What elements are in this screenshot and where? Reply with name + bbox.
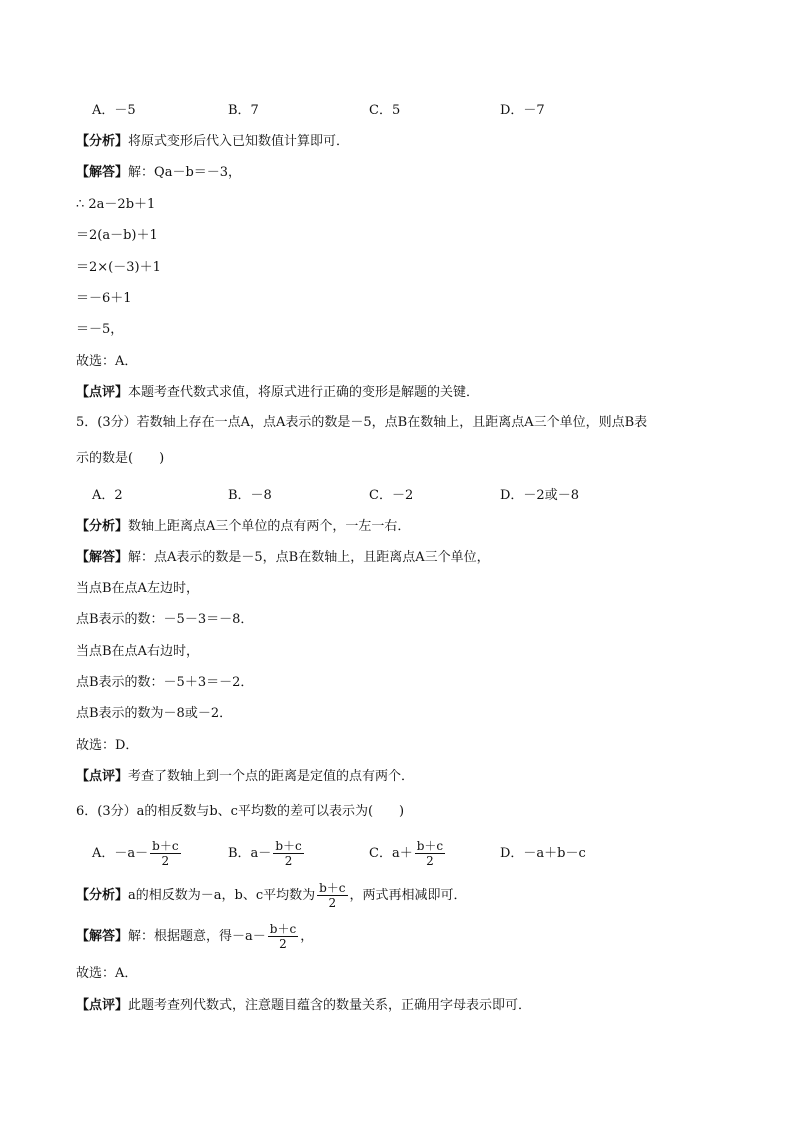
q5-option-b: B．－8 (228, 488, 272, 503)
q5-stem-line1: 5．(3分）若数轴上存在一点A，点A表示的数是－5，点B在数轴上，且距离点A三个单位，则点B表 (76, 415, 648, 430)
fraction: $\frac{b+c}{2}$ (275, 839, 302, 868)
q5-line-1: 当点B在点A左边时， (76, 581, 199, 596)
q5-answer: 【解答】解：点A表示的数是－5，点B在数轴上，且距离点A三个单位， (76, 550, 490, 565)
q6-option-a: A．－a－ $\frac{b+c}{2}$ (92, 839, 179, 868)
q4-option-d: D．－7 (500, 103, 545, 118)
q4-choice: 故选：A． (76, 354, 138, 369)
q4-step-5: ＝－5， (76, 322, 124, 337)
fraction: $\frac{b+c}{2}$ (152, 839, 179, 868)
q6-stem: 6．(3分）a的相反数与b、c平均数的差可以表示为( ) (76, 804, 405, 819)
q5-option-c: C．－2 (369, 488, 414, 503)
q4-step-1: ∴ 2a－2b＋1 (76, 197, 156, 212)
q4-step-3: ＝2×(－3)＋1 (76, 260, 161, 275)
q4-answer: 【解答】解：Qa－b＝－3， (76, 165, 242, 180)
q6-comment: 【点评】此题考查列代数式，注意题目蕴含的数量关系，正确用字母表示即可． (76, 998, 532, 1013)
q4-analysis: 【分析】将原式变形后代入已知数值计算即可． (76, 134, 350, 149)
fraction: $\frac{b+c}{2}$ (416, 839, 444, 868)
q5-analysis: 【分析】数轴上距离点A三个单位的点有两个，一左一右． (76, 519, 411, 534)
q4-step-4: ＝－6＋1 (76, 291, 132, 306)
q5-line-5: 点B表示的数为－8或－2． (76, 706, 233, 721)
q5-comment: 【点评】考查了数轴上到一个点的距离是定值的点有两个． (76, 769, 415, 784)
q6-option-c: C．a＋ $\frac{b+c}{2}$ (369, 839, 444, 868)
q4-option-a: A．－5 (92, 103, 136, 118)
q4-step-2: ＝2(a－b)＋1 (76, 228, 158, 243)
q5-line-4: 点B表示的数：－5＋3＝－2． (76, 675, 254, 690)
q5-stem-line2: 示的数是( ) (76, 451, 165, 466)
q5-option-d: D．－2或－8 (500, 488, 579, 503)
q6-answer: 【解答】解：根据题意，得－a－ $\frac{b+c}{2}$ ， (76, 922, 314, 951)
q5-line-2: 点B表示的数：－5－3＝－8． (76, 612, 254, 627)
fraction: $\frac{b+c}{2}$ (269, 922, 297, 951)
q5-choice: 故选：D． (76, 738, 139, 753)
q6-option-d: D．－a＋b－c (500, 846, 586, 861)
q6-choice: 故选：A． (76, 966, 138, 981)
fraction: $\frac{b+c}{2}$ (319, 881, 346, 910)
q5-option-a: A．2 (92, 488, 123, 503)
q4-option-b: B．7 (228, 103, 259, 118)
q6-analysis: 【分析】a的相反数为－a，b、c平均数为 $\frac{b+c}{2}$ ，两式再相减即可． (76, 881, 467, 910)
q4-option-c: C．5 (369, 103, 401, 118)
q4-comment: 【点评】本题考查代数式求值，将原式进行正确的变形是解题的关键． (76, 385, 480, 400)
q6-option-b: B．a－ $\frac{b+c}{2}$ (228, 839, 302, 868)
q5-line-3: 当点B在点A右边时， (76, 644, 199, 659)
